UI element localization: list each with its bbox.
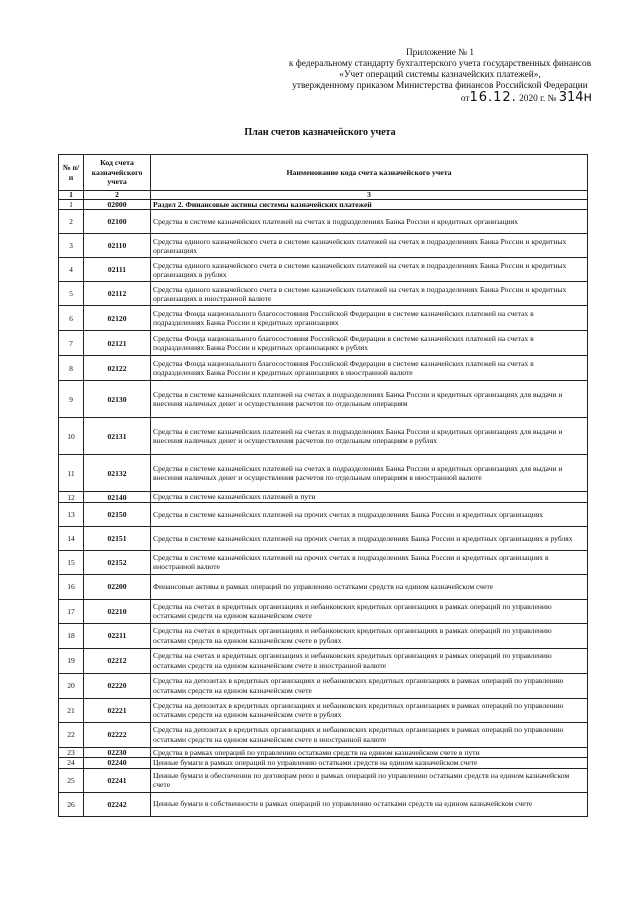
account-name: Средства единого казначейского счета в системе казначейских платежей на счетах в подразделениях Банка России и кредитных организациях в иностранной валюте <box>151 282 588 306</box>
row-number: 12 <box>59 492 84 502</box>
row-number: 2 <box>59 210 84 234</box>
account-code: 02110 <box>84 234 151 258</box>
row-number: 8 <box>59 356 84 381</box>
row-number: 19 <box>59 648 84 673</box>
row-number: 7 <box>59 331 84 356</box>
appendix-approval: утвержденному приказом Министерства финансов Российской Федерации <box>292 81 588 91</box>
account-name: Ценные бумаги в собственности в рамках операций по управлению остатками средств на едином казначейском счете <box>151 792 588 816</box>
table-row <box>59 722 588 747</box>
table-row <box>59 747 588 757</box>
table-row <box>59 282 588 306</box>
row-number: 22 <box>59 722 84 747</box>
account-code: 02130 <box>84 381 151 418</box>
handwritten-order-number: 314н <box>558 90 592 105</box>
appendix-standard-name: «Учет операций системы казначейских платежей», <box>339 70 541 80</box>
index-col-3: 3 <box>151 191 588 200</box>
row-number: 11 <box>59 455 84 492</box>
table-row <box>59 331 588 356</box>
date-year: 2020 г. № <box>519 94 557 104</box>
account-code: 02132 <box>84 455 151 492</box>
account-code: 02240 <box>84 758 151 768</box>
account-name: Ценные бумаги в обеспечении по договорам репо в рамках операций по управлению остатками средств на едином казначейском счете <box>151 768 588 792</box>
row-number: 15 <box>59 550 84 574</box>
account-name: Средства в системе казначейских платежей на прочих счетах в подразделениях Банка России и кредитных организациях в рублях <box>151 526 588 550</box>
row-number: 25 <box>59 768 84 792</box>
account-code: 02120 <box>84 306 151 331</box>
row-number: 24 <box>59 758 84 768</box>
appendix-number: Приложение № 1 <box>405 48 475 58</box>
header-no: № п/п <box>59 155 84 191</box>
account-name: Средства в системе казначейских платежей на прочих счетах в подразделениях Банка России и кредитных организациях <box>151 502 588 526</box>
appendix-header <box>270 48 610 105</box>
table-row <box>59 306 588 331</box>
table-row <box>59 599 588 623</box>
account-code: 02151 <box>84 526 151 550</box>
table-row <box>59 455 588 492</box>
index-col-1: 1 <box>59 191 84 200</box>
account-code: 02112 <box>84 282 151 306</box>
table-header-row <box>59 155 588 191</box>
table-row <box>59 492 588 502</box>
account-code: 02100 <box>84 210 151 234</box>
account-name: Раздел 2. Финансовые активы системы казначейских платежей <box>151 200 588 210</box>
account-name: Средства единого казначейского счета в системе казначейских платежей на счетах в подразделениях Банка России и кредитных организациях <box>151 234 588 258</box>
appendix-standard-ref: к федеральному стандарту бухгалтерского учета государственных финансов <box>288 59 592 69</box>
account-name: Средства на счетах в кредитных организациях и небанковских кредитных организациях в рамках операций по управлению остатками средств на едином казначейском счете в иностранной валюте <box>151 648 588 673</box>
row-number: 20 <box>59 673 84 698</box>
row-number: 1 <box>59 200 84 210</box>
table-row <box>59 792 588 816</box>
account-name: Средства в системе казначейских платежей на счетах в подразделениях Банка России и кредитных организациях для выдачи и внесения наличных денег и осуществления расчетов по отдельным операциям в иностранной валюте <box>151 455 588 492</box>
account-name: Средства на депозитах в кредитных организациях и небанковских кредитных организациях в рамках операций по управлению остатками средств на едином казначейском счете в рублях <box>151 698 588 722</box>
table-row <box>59 200 588 210</box>
row-number: 23 <box>59 747 84 757</box>
account-code: 02150 <box>84 502 151 526</box>
row-number: 13 <box>59 502 84 526</box>
handwritten-date: 16.12. <box>469 90 517 105</box>
account-name: Средства на депозитах в кредитных организациях и небанковских кредитных организациях в рамках операций по управлению остатками средств на едином казначейском счете в иностранной валюте <box>151 722 588 747</box>
table-row <box>59 381 588 418</box>
account-code: 02210 <box>84 599 151 623</box>
document-title: План счетов казначейского учета <box>244 127 396 138</box>
account-name: Средства в системе казначейских платежей в пути <box>151 492 588 502</box>
account-name: Средства на счетах в кредитных организациях и небанковских кредитных организациях в рамках операций по управлению остатками средств на едином казначейском счете в рублях <box>151 623 588 648</box>
table-row <box>59 673 588 698</box>
table-row <box>59 356 588 381</box>
account-code: 02242 <box>84 792 151 816</box>
account-code: 02000 <box>84 200 151 210</box>
account-code: 02131 <box>84 418 151 455</box>
row-number: 10 <box>59 418 84 455</box>
account-code: 02230 <box>84 747 151 757</box>
table-row <box>59 623 588 648</box>
table-row <box>59 418 588 455</box>
account-name: Финансовые активы в рамках операций по управлению остатками средств на едином казначейском счете <box>151 574 588 599</box>
table-row <box>59 258 588 282</box>
row-number: 21 <box>59 698 84 722</box>
row-number: 6 <box>59 306 84 331</box>
account-name: Средства в системе казначейских платежей на счетах в подразделениях Банка России и кредитных организациях для выдачи и внесения наличных денег и осуществления расчетов по отдельным операциям в рублях <box>151 418 588 455</box>
header-code: Код счета казначейского учета <box>84 155 151 191</box>
table-row <box>59 234 588 258</box>
account-code: 02111 <box>84 258 151 282</box>
table-row <box>59 698 588 722</box>
account-name: Средства Фонда национального благосостояния Российской Федерации в системе казначейских платежей на счетах в подразделениях Банка России и кредитных организациях в рублях <box>151 331 588 356</box>
account-code: 02200 <box>84 574 151 599</box>
account-code: 02121 <box>84 331 151 356</box>
account-name: Ценные бумаги в рамках операций по управлению остатками средств на едином казначейском счете <box>151 758 588 768</box>
row-number: 16 <box>59 574 84 599</box>
account-name: Средства Фонда национального благосостояния Российской Федерации в системе казначейских платежей на счетах в подразделениях Банка России и кредитных организациях в иностранной валюте <box>151 356 588 381</box>
row-number: 5 <box>59 282 84 306</box>
account-name: Средства Фонда национального благосостояния Российской Федерации в системе казначейских платежей на счетах в подразделениях Банка России и кредитных организациях <box>151 306 588 331</box>
account-code: 02211 <box>84 623 151 648</box>
account-code: 02140 <box>84 492 151 502</box>
row-number: 9 <box>59 381 84 418</box>
account-code: 02122 <box>84 356 151 381</box>
row-number: 4 <box>59 258 84 282</box>
column-index-row <box>59 191 588 200</box>
account-name: Средства в системе казначейских платежей на счетах в подразделениях Банка России и кредитных организациях <box>151 210 588 234</box>
table-row <box>59 526 588 550</box>
account-name: Средства единого казначейского счета в системе казначейских платежей на счетах в подразделениях Банка России и кредитных организациях в рублях <box>151 258 588 282</box>
row-number: 14 <box>59 526 84 550</box>
table-row <box>59 758 588 768</box>
row-number: 18 <box>59 623 84 648</box>
account-name: Средства в системе казначейских платежей на прочих счетах в подразделениях Банка России и кредитных организациях в иностранной валюте <box>151 550 588 574</box>
row-number: 26 <box>59 792 84 816</box>
header-name: Наименование кода счета казначейского учета <box>151 155 588 191</box>
accounts-plan-table <box>58 154 588 817</box>
row-number: 3 <box>59 234 84 258</box>
table-row <box>59 502 588 526</box>
index-col-2: 2 <box>84 191 151 200</box>
account-code: 02222 <box>84 722 151 747</box>
account-code: 02152 <box>84 550 151 574</box>
account-name: Средства в системе казначейских платежей на счетах в подразделениях Банка России и кредитных организациях для выдачи и внесения наличных денег и осуществления расчетов по отдельным операциям <box>151 381 588 418</box>
account-name: Средства на депозитах в кредитных организациях и небанковских кредитных организациях в рамках операций по управлению остатками средств на едином казначейском счете <box>151 673 588 698</box>
table-row <box>59 648 588 673</box>
account-code: 02241 <box>84 768 151 792</box>
account-code: 02220 <box>84 673 151 698</box>
appendix-date-line <box>270 92 610 105</box>
account-name: Средства в рамках операций по управлению остатками средств на едином казначейском счете в пути <box>151 747 588 757</box>
date-prefix: от <box>460 94 470 104</box>
account-code: 02221 <box>84 698 151 722</box>
row-number: 17 <box>59 599 84 623</box>
table-row <box>59 550 588 574</box>
table-row <box>59 768 588 792</box>
table-row <box>59 210 588 234</box>
account-code: 02212 <box>84 648 151 673</box>
account-name: Средства на счетах в кредитных организациях и небанковских кредитных организациях в рамках операций по управлению остатками средств на едином казначейском счете <box>151 599 588 623</box>
table-row <box>59 574 588 599</box>
